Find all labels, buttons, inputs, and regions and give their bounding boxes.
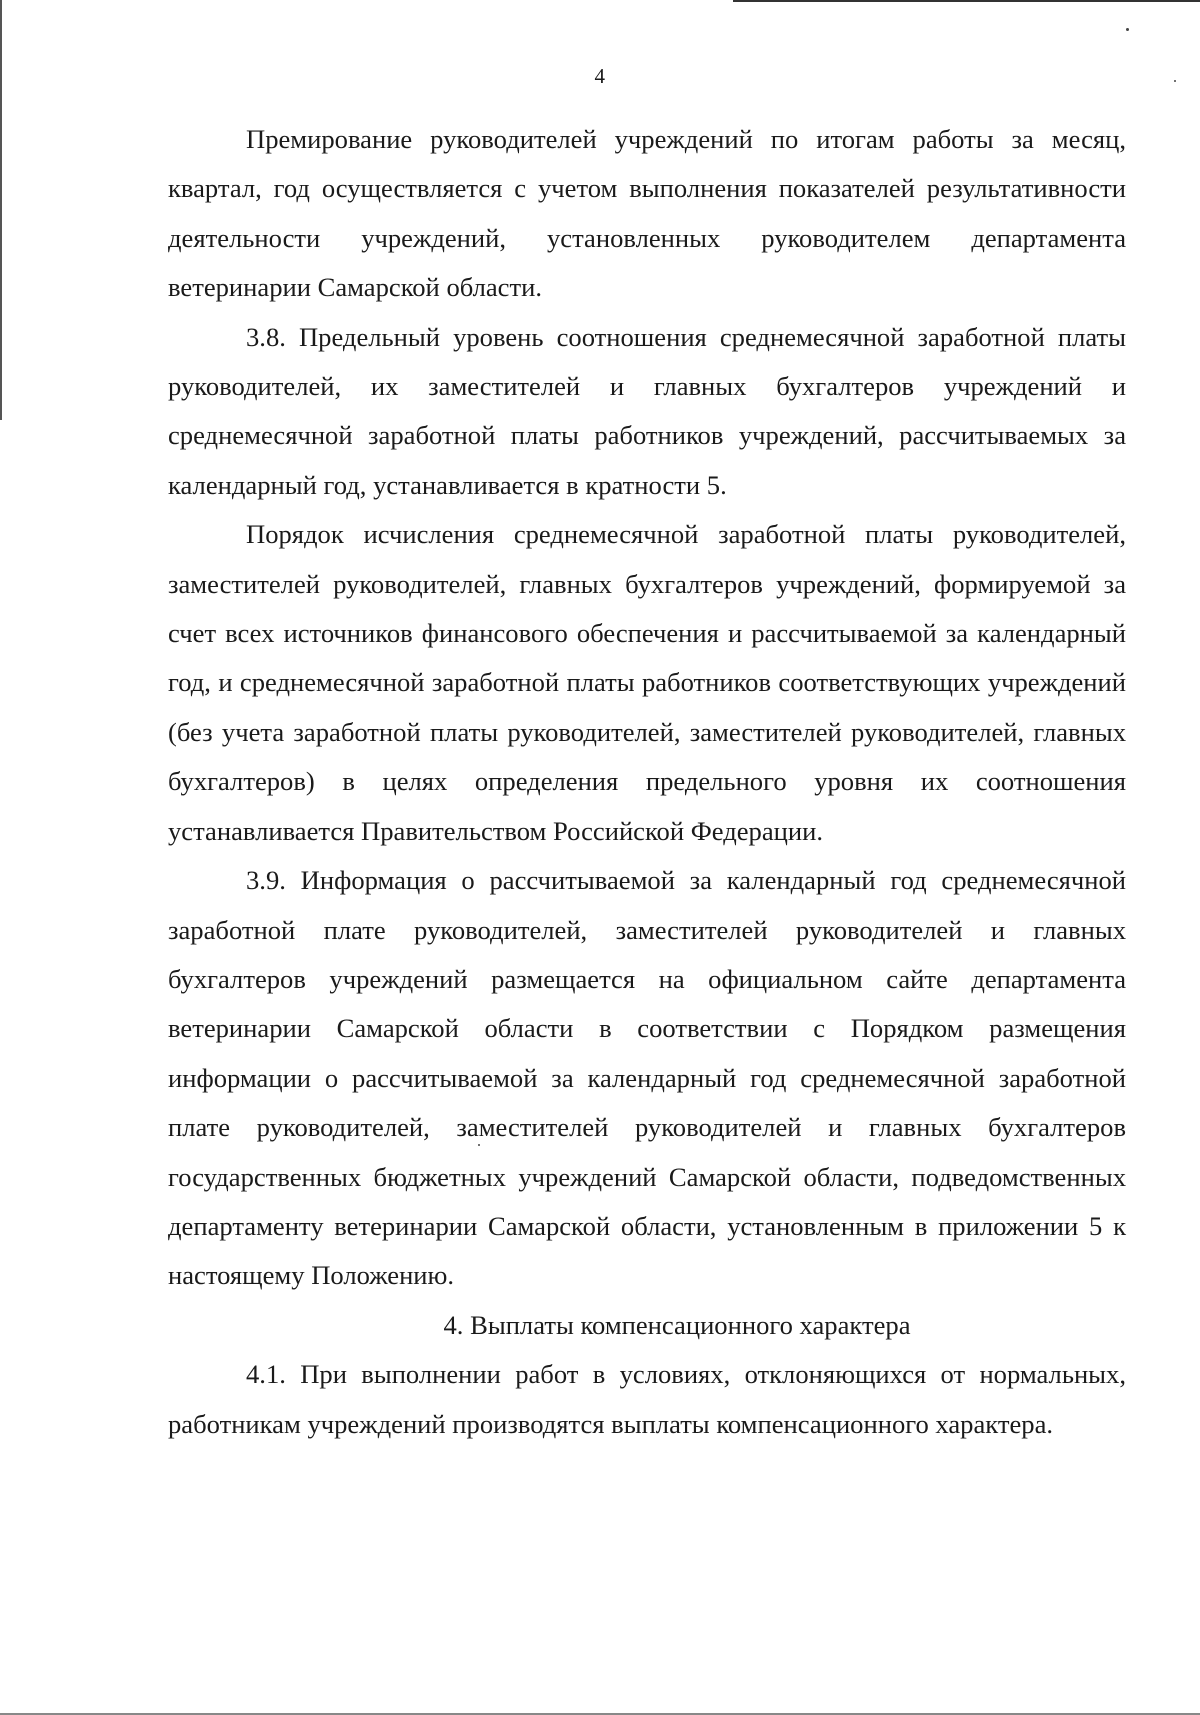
document-body xyxy=(168,115,1126,1449)
section-4-heading: 4. Выплаты компенсационного характера xyxy=(443,1309,911,1340)
paragraph-3-9: 3.9. Информация о рассчитываемой за календарный год среднемесячной заработной плате руководителей, заместителей руководителей и главных бухгалтеров учреждений размещается на официальном сайте департамента ветеринарии Самарской области в соответствии с Порядком размещения информации о рассчитываемой за календарный год среднемесячной заработной плате руководителей, заместителей руководителей и главных бухгалтеров государственных бюджетных учреждений Самарской области, подведомственных департаменту ветеринарии Самарской области, установленным в приложении 5 к настоящему Положению. xyxy=(168,865,1126,1291)
page-number: 4 xyxy=(594,64,606,88)
paragraph-3-8: 3.8. Предельный уровень соотношения среднемесячной заработной платы руководителей, их заместителей и главных бухгалтеров учреждений и среднемесячной заработной платы работников учреждений, рассчитываемых за календарный год, устанавливается в кратности 5. xyxy=(168,321,1126,500)
scan-speck xyxy=(1126,28,1129,31)
paragraph-calc-order: Порядок исчисления среднемесячной заработной платы руководителей, заместителей руководителей, главных бухгалтеров учреждений, формируемой за счет всех источников финансового обеспечения и рассчитываемой за календарный год, и среднемесячной заработной платы работников соответствующих учреждений (без учета заработной платы руководителей, заместителей руководителей, главных бухгалтеров) в целях определения предельного уровня их соотношения устанавливается Правительством Российской Федерации. xyxy=(168,519,1126,846)
paragraph-bonus: Премирование руководителей учреждений по итогам работы за месяц, квартал, год осуществляется с учетом выполнения показателей результативности деятельности учреждений, установленных руководителем департамента ветеринарии Самарской области. xyxy=(168,124,1126,303)
scan-edge-left xyxy=(0,0,2,420)
paragraph-4-1: 4.1. При выполнении работ в условиях, отклоняющихся от нормальных, работникам учреждений производятся выплаты компенсационного характера. xyxy=(168,1359,1126,1439)
scan-edge-top xyxy=(733,0,1200,2)
